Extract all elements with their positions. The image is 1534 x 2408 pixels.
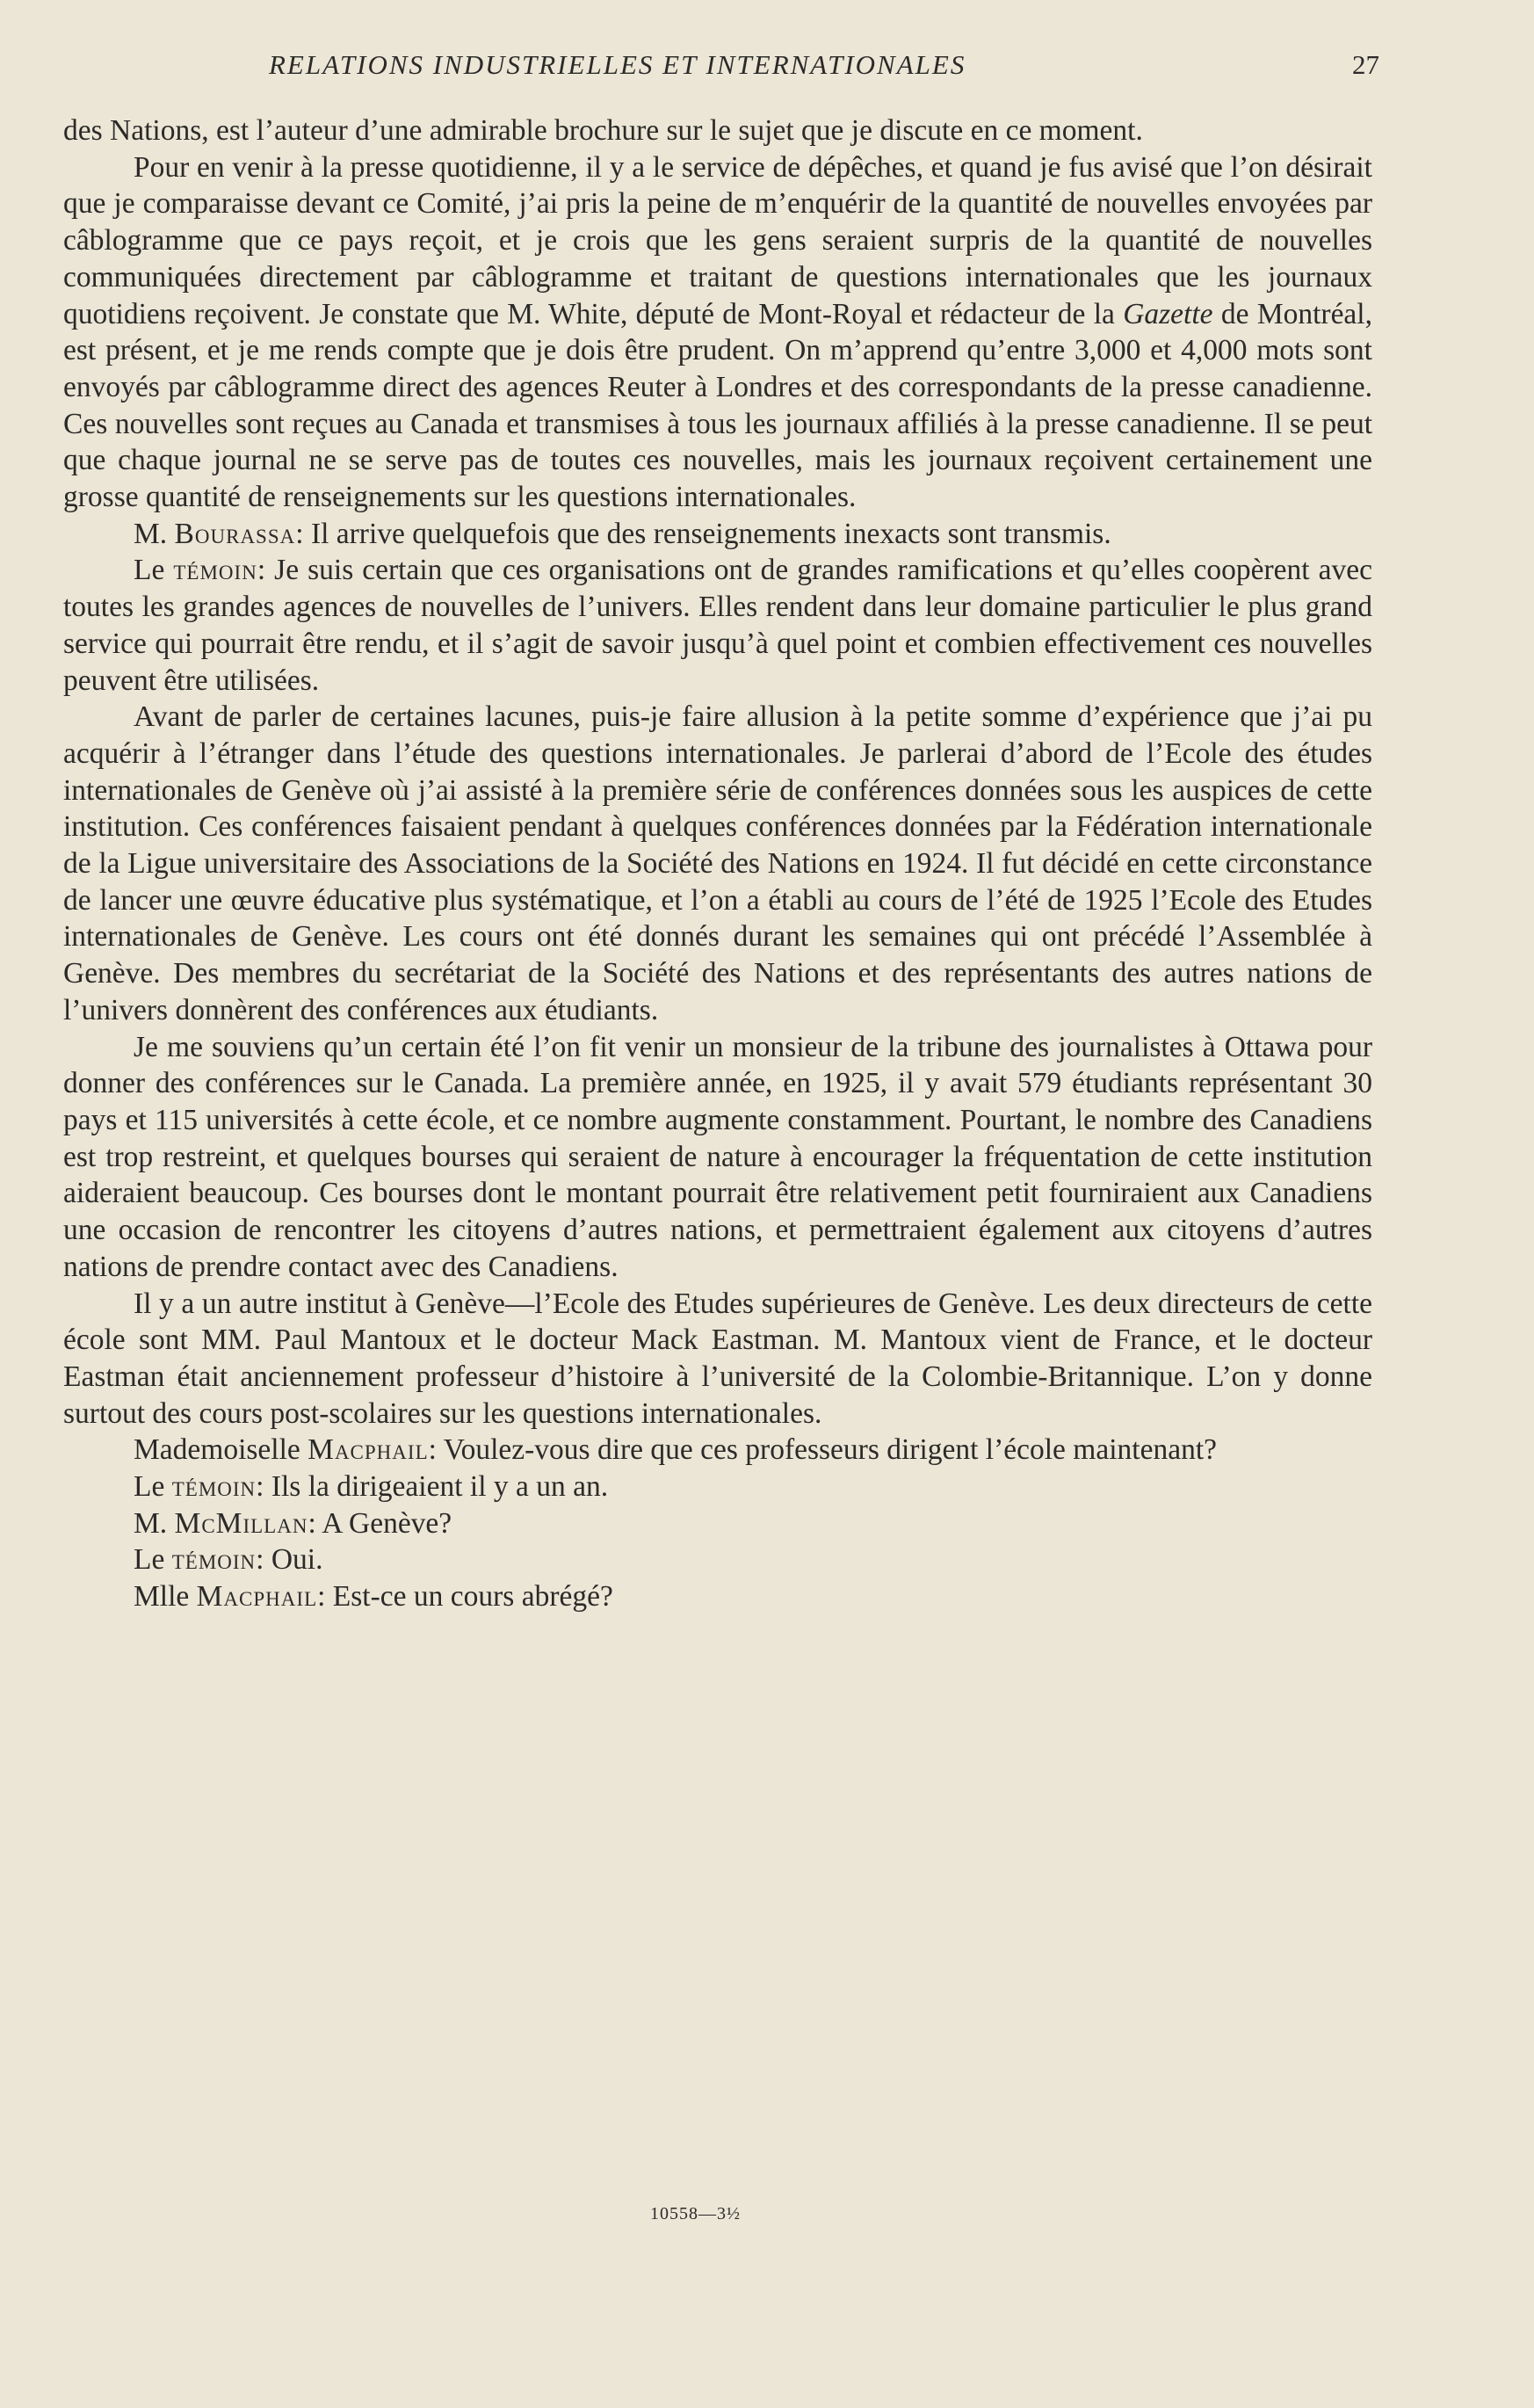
dialogue-temoin-3	[63, 1541, 1372, 1578]
dialogue-macphail-2	[63, 1578, 1372, 1615]
dialogue-text: : Oui.	[256, 1543, 323, 1577]
dialogue-text: : Voulez-vous dire que ces professeurs dirigent l’école maintenant?	[428, 1433, 1218, 1467]
dialogue-text: : A Genève?	[308, 1506, 452, 1540]
speaker-prefix: Mlle	[134, 1580, 197, 1614]
dialogue-text: : Est-ce un cours abrégé?	[317, 1580, 613, 1614]
paragraph-press-dispatches	[63, 149, 1372, 516]
dialogue-mcmillan	[63, 1505, 1372, 1542]
dialogue-temoin-2	[63, 1469, 1372, 1505]
running-head	[62, 49, 1379, 84]
speaker-name: témoin	[173, 554, 257, 587]
paragraph-text: Il y a un autre institut à Genève—l’Ecole des Etudes supérieures de Genève. Les deux directeurs de cette école sont MM. Paul Mantoux et le docteur Mack Eastman. M. Mantoux vient de France, et le docteur Eastman était anciennement professeur d’histoire à l’université de la Colombie-Britannique. L’on y donne surtout des cours post-scolaires sur les questions internationales.	[63, 1287, 1372, 1430]
speaker-name: témoin	[171, 1470, 257, 1504]
paragraph-students	[63, 1029, 1372, 1286]
speaker-prefix: M.	[134, 517, 175, 550]
speaker-name: Macphail	[308, 1433, 429, 1467]
speaker-name: Bourassa	[174, 517, 296, 550]
paragraph-geneva-school	[63, 699, 1372, 1028]
speaker-prefix: Le	[134, 1470, 172, 1504]
speaker-prefix: M.	[134, 1506, 175, 1540]
paragraph-text: Pour en venir à la presse quotidienne, il y a le service de dépêches, et quand je fus avisé que l’on désirait que je comparaisse devant ce Comité, j’ai pris la peine de m’enquérir de la quantité de nouvelles envoyées par câblogramme que ce pays reçoit, et je crois que les gens seraient surpris de la quantité de nouvelles communiquées directement par câblogramme et traitant de questions internationales que les journaux quotidiens reçoivent. Je constate que M. White, député de Mont-Royal et rédacteur de la	[63, 150, 1372, 330]
dialogue-text: : Je suis certain que ces organisations ont de grandes ramifications et qu’elles coopèrent avec toutes les grandes agences de nouvelles de l’univers. Elles rendent dans leur domaine particulier le plus grand service qui pourrait être rendu, et il s’agit de savoir jusqu’à quel point et combien effectivement ces nouvelles peuvent être utilisées.	[63, 554, 1372, 697]
dialogue-text: : Ils la dirigeaient il y a un an.	[256, 1470, 609, 1504]
speaker-name: Macphail	[196, 1580, 318, 1614]
paragraph-text: Avant de parler de certaines lacunes, puis-je faire allusion à la petite somme d’expérience que j’ai pu acquérir à l’étranger dans l’étude des questions internationales. Je parlerai d’abord de l’Ecole des études internationales de Genève où j’ai assisté à la première série de conférences données sous les auspices de cette institution. Ces conférences faisaient pendant à quelques conférences données par la Fédération internationale de la Ligue universitaire des Associations de la Société des Nations en 1924. Il fut décidé en cette circonstance de lancer une œuvre éducative plus systématique, et l’on a établi au cours de l’été de 1925 l’Ecole des Etudes internationales de Genève. Les cours ont été donnés durant les semaines qui ont précédé l’Assemblée à Genève. Des membres du secrétariat de la Société des Nations et des représentants des autres nations de l’univers donnèrent des conférences aux étudiants.	[63, 700, 1372, 1026]
running-title: RELATIONS INDUSTRIELLES ET INTERNATIONALES	[269, 49, 966, 80]
page-number: 27	[1352, 49, 1379, 80]
dialogue-text: : Il arrive quelquefois que des renseignements inexacts sont transmis.	[295, 517, 1111, 550]
paragraph-text-after: de Montréal, est présent, et je me rends compte que je dois être prudent. On m’apprend qu’entre 3,000 et 4,000 mots sont envoyés par câblogramme direct des agences Reuter à Londres et des correspondants de la presse canadienne. Ces nouvelles sont reçues au Canada et transmises à tous les journaux affiliés à la presse canadienne. Il se peut que chaque journal ne se serve pas de toutes ces nouvelles, mais les journaux reçoivent certainement une grosse quantité de renseignements sur les questions internationales.	[63, 297, 1372, 514]
speaker-prefix: Le	[134, 1543, 172, 1577]
paragraph-text: des Nations, est l’auteur d’une admirable brochure sur le sujet que je discute en ce moment.	[63, 114, 1143, 147]
speaker-prefix: Mademoiselle	[134, 1433, 308, 1467]
dialogue-bourassa	[63, 516, 1372, 553]
speaker-prefix: Le	[134, 554, 174, 587]
newspaper-title: Gazette	[1123, 297, 1213, 330]
paragraph-text: Je me souviens qu’un certain été l’on fit venir un monsieur de la tribune des journalistes à Ottawa pour donner des conférences sur le Canada. La première année, en 1925, il y avait 579 étudiants représentant 30 pays et 115 universités à cette école, et ce nombre augmente constamment. Pourtant, le nombre des Canadiens est trop restreint, et quelques bourses qui seraient de nature à encourager la fréquentation de cette institution aideraient beaucoup. Ces bourses dont le montant pourrait être relativement petit fourniraient aux Canadiens une occasion de rencontrer les citoyens d’autres nations, et permettraient également aux citoyens d’autres nations de prendre contact avec des Canadiens.	[63, 1030, 1372, 1283]
dialogue-macphail-1	[63, 1432, 1372, 1469]
signature-code: 10558—3½	[650, 2204, 741, 2223]
paragraph-continuation	[63, 112, 1372, 149]
paragraph-graduate-institute	[63, 1286, 1372, 1432]
body-text	[63, 112, 1372, 1615]
speaker-name: témoin	[171, 1543, 257, 1577]
dialogue-temoin-1	[63, 552, 1372, 699]
speaker-name: McMillan	[174, 1506, 308, 1540]
